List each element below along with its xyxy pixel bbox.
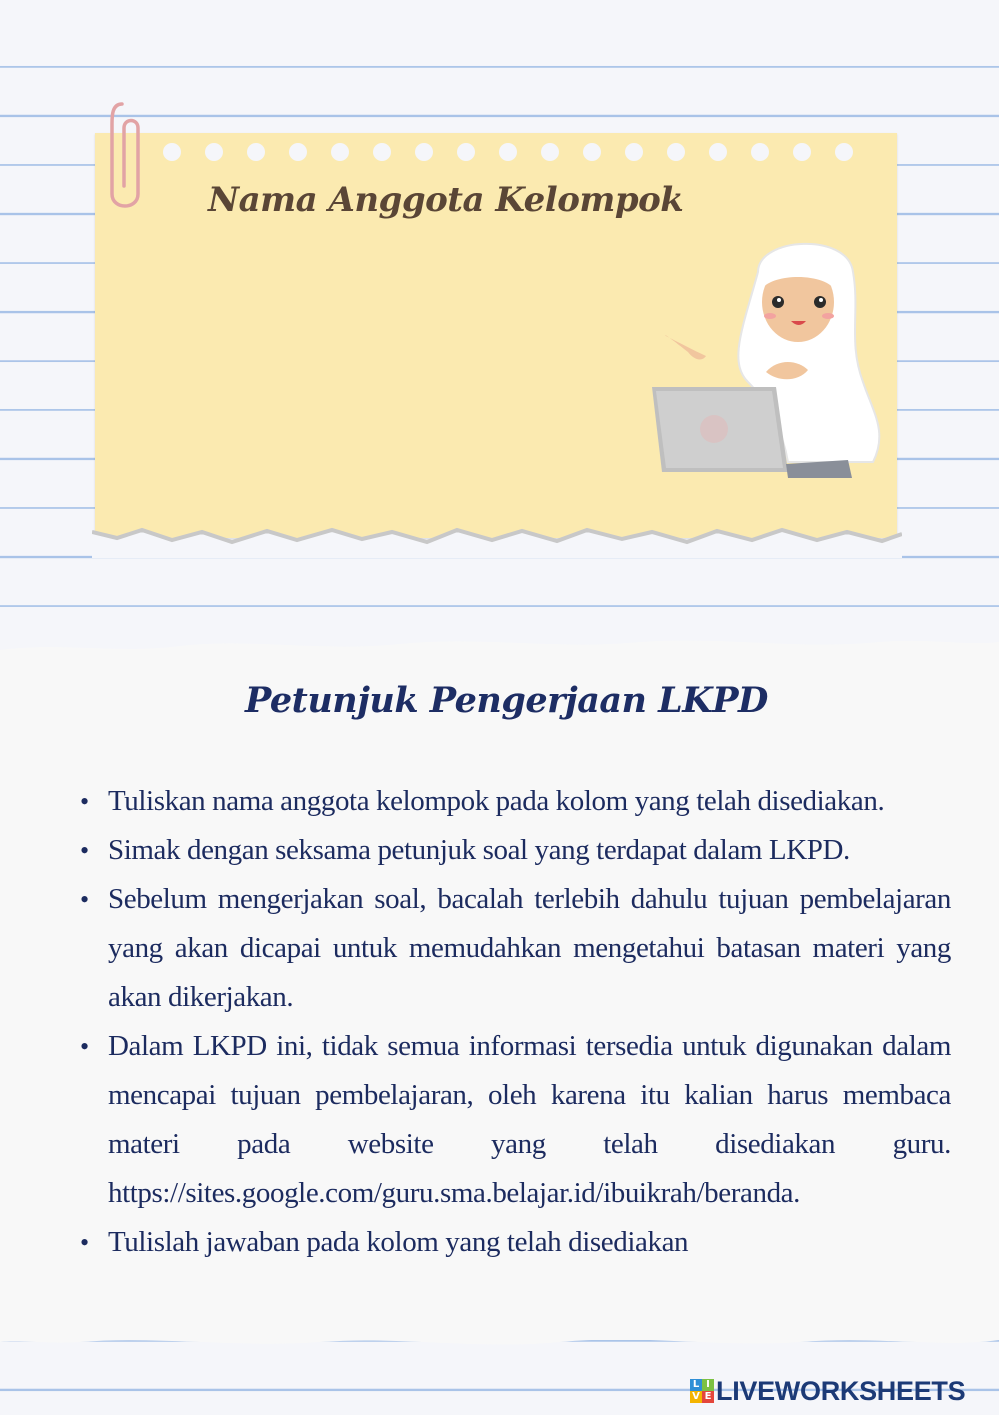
bullet-icon: • (80, 1228, 89, 1257)
list-item-text: Dalam LKPD ini, tidak semua informasi tersedia untuk digunakan dalam mencapai tujuan pembelajaran, oleh karena itu kalian harus membaca materi pada website yang telah disediakan guru. https://sites.google.com/guru.sma.belajar.id/ibuikrah/beranda. (108, 1030, 951, 1209)
list-item-text: Tulislah jawaban pada kolom yang telah disediakan (108, 1226, 689, 1258)
list-item (80, 875, 951, 1022)
liveworksheets-logo-text: LIVEWORKSHEETS (716, 1375, 966, 1406)
student-laptop-illustration (648, 232, 888, 482)
bullet-icon: • (80, 836, 89, 865)
bullet-icon: • (80, 885, 89, 914)
liveworksheets-logo-icon: L I V E (690, 1379, 714, 1403)
bullet-icon: • (80, 787, 89, 816)
torn-edge (92, 518, 902, 558)
list-item (80, 777, 951, 826)
instructions-title: Petunjuk Pengerjaan LKPD (245, 680, 768, 721)
group-members-title: Nama Anggota Kelompok (208, 180, 684, 220)
list-item-text: Sebelum mengerjakan soal, bacalah terlebih dahulu tujuan pembelajaran yang akan dicapai untuk memudahkan mengetahui batasan materi yang akan dikerjakan. (108, 883, 951, 1013)
list-item-text: Simak dengan seksama petunjuk soal yang terdapat dalam LKPD. (108, 834, 850, 866)
list-item (80, 1218, 951, 1267)
bullet-icon: • (80, 1032, 89, 1061)
list-item (80, 1022, 951, 1218)
punched-holes (160, 140, 880, 164)
list-item-text: Tuliskan nama anggota kelompok pada kolom yang telah disediakan. (108, 785, 885, 817)
list-item (80, 826, 951, 875)
sheet-torn-bottom (0, 1322, 999, 1362)
liveworksheets-logo[interactable] (690, 1374, 990, 1408)
paper-clip-icon (108, 98, 154, 216)
instructions-list (80, 777, 951, 1267)
